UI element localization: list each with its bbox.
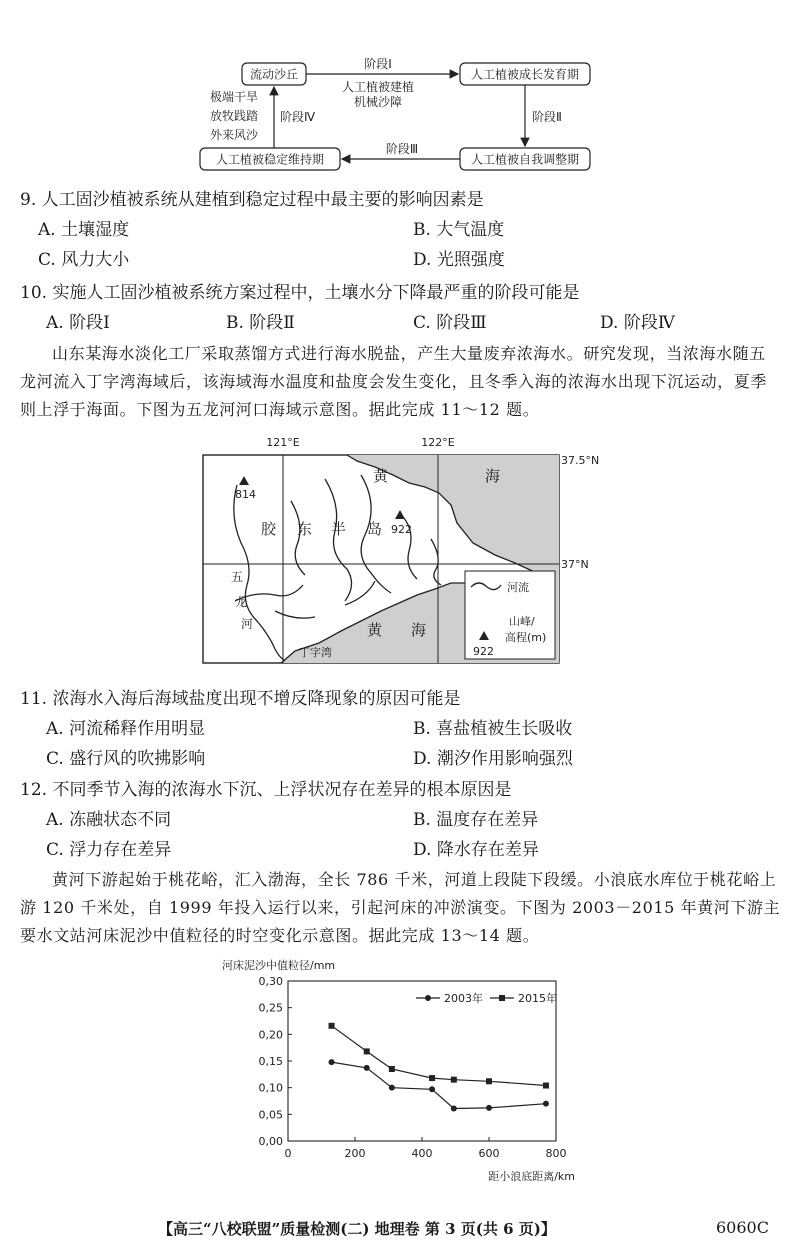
river-char3: 河 — [241, 617, 254, 631]
q12-option-a[interactable]: A. 冻融状态不同 — [46, 810, 172, 830]
q10-option-b[interactable]: B. 阶段Ⅱ — [226, 313, 295, 333]
sediment-grain-chart — [200, 955, 600, 1185]
peninsula-char4: 岛 — [367, 520, 383, 538]
x-tick-label: 600 — [478, 1147, 500, 1160]
q12-option-c[interactable]: C. 浮力存在差异 — [46, 840, 172, 860]
x-tick-label: 400 — [411, 1147, 433, 1160]
data-point-2015年 — [429, 1075, 435, 1081]
y-tick-label: 0,10 — [258, 1081, 283, 1095]
q11-option-b[interactable]: B. 喜盐植被生长吸收 — [413, 719, 573, 739]
peak-922-label: 922 — [391, 523, 412, 536]
legend-peak-label2: 高程(m) — [505, 631, 547, 644]
legend-river-label: 河流 — [507, 581, 529, 594]
sea-south-char2: 海 — [411, 621, 427, 639]
q12-stem: 12. 不同季节入海的浓海水下沉、上浮状况存在差异的根本原因是 — [20, 780, 512, 800]
wulong-river-map — [195, 435, 615, 667]
legend-label-2015年: 2015年 — [518, 992, 557, 1005]
q11-option-c[interactable]: C. 盛行风的吹拂影响 — [46, 749, 206, 769]
y-tick-label: 0,25 — [258, 1001, 283, 1015]
box-tr-text: 人工植被成长发育期 — [470, 67, 580, 82]
y-tick-label: 0,30 — [258, 975, 283, 988]
q9-option-c[interactable]: C. 风力大小 — [38, 250, 130, 270]
series-line-2003年 — [332, 1062, 546, 1108]
q9-option-d[interactable]: D. 光照强度 — [413, 250, 505, 270]
data-point-2003年 — [389, 1085, 395, 1091]
chart-ylabel: 河床泥沙中值粒径/mm — [222, 959, 336, 972]
cause1: 极端干旱 — [209, 90, 259, 104]
data-point-2015年 — [364, 1048, 370, 1054]
q9-option-a[interactable]: A. 土壤湿度 — [38, 220, 130, 240]
peninsula-char2: 东 — [297, 520, 313, 538]
stage3-label: 阶段Ⅲ — [385, 142, 419, 156]
q10-stem: 10. 实施人工固沙植被系统方案过程中，土壤水分下降最严重的阶段可能是 — [20, 283, 580, 303]
stage1-note2: 机械沙障 — [353, 95, 403, 109]
chart-plot-frame — [288, 981, 556, 1141]
box-br-text: 人工植被自我调整期 — [470, 152, 580, 167]
lat-37: 37°N — [561, 558, 589, 571]
data-point-2003年 — [329, 1059, 335, 1065]
footer-title: 【高三“八校联盟”质量检测(二) 地理卷 第 3 页(共 6 页)】 — [158, 1220, 556, 1238]
data-point-2003年 — [543, 1101, 549, 1107]
q10-option-a[interactable]: A. 阶段Ⅰ — [46, 313, 110, 333]
passage-1: 山东某海水淡化工厂采取蒸馏方式进行海水脱盐，产生大量废弃浓海水。研究发现，当浓海水随五龙河流入丁字湾海域后，该海域海水温度和盐度会发生变化，且冬季入海的浓海水出现下沉运动，夏季则上浮于海面。下图为五龙河河口海域示意图。据此完成 11～12 题。 — [20, 344, 768, 419]
stage-flow-diagram — [190, 55, 630, 177]
box-bl-text: 人工植被稳定维持期 — [215, 152, 325, 167]
q10-option-d[interactable]: D. 阶段Ⅳ — [600, 313, 675, 333]
bay-label: 丁字湾 — [299, 646, 332, 659]
footer-code: 6060C — [716, 1218, 769, 1237]
y-tick-label: 0,15 — [258, 1055, 283, 1068]
data-point-2015年 — [329, 1023, 335, 1029]
x-tick-label: 0 — [284, 1147, 292, 1160]
data-point-2015年 — [389, 1066, 395, 1072]
sea-north-char2: 海 — [485, 467, 501, 485]
sea-south-char1: 黄 — [367, 621, 383, 639]
passage-2: 黄河下游起始于桃花峪，汇入渤海，全长 786 千米，河道上段陡下段缓。小浪底水库位于桃花峪上游 120 千米处，自 1999 年投入运行以来，引起河床的冲淤演变。下图为 2003－2015 年黄河下游主要水文站河床泥沙中值粒径的时空变化示意图。据此完成 13～14 题。 — [20, 870, 781, 945]
q11-option-a[interactable]: A. 河流稀释作用明显 — [46, 719, 206, 739]
sea-north-char1: 黄 — [373, 467, 389, 485]
stage4-label: 阶段Ⅳ — [280, 110, 316, 124]
data-point-2015年 — [451, 1077, 457, 1083]
legend-marker-2015年 — [499, 995, 505, 1001]
legend-label-2003年: 2003年 — [444, 992, 483, 1005]
q11-stem: 11. 浓海水入海后海域盐度出现不增反降现象的原因可能是 — [20, 689, 461, 709]
lat-375: 37.5°N — [561, 454, 600, 467]
legend-peak-value: 922 — [473, 645, 494, 658]
cause3: 外来风沙 — [209, 128, 259, 142]
data-point-2003年 — [364, 1065, 370, 1071]
data-point-2015年 — [486, 1078, 492, 1084]
series-line-2015年 — [332, 1026, 546, 1086]
legend-marker-2003年 — [425, 995, 431, 1001]
q10-option-c[interactable]: C. 阶段Ⅲ — [413, 313, 487, 333]
q12-option-d[interactable]: D. 降水存在差异 — [413, 840, 539, 860]
lon-122: 122°E — [421, 436, 455, 449]
data-point-2003年 — [451, 1105, 457, 1111]
cause2: 放牧践踏 — [209, 109, 259, 123]
legend-peak-label1: 山峰/ — [509, 615, 535, 628]
x-tick-label: 800 — [545, 1147, 567, 1160]
y-tick-label: 0,00 — [258, 1135, 283, 1148]
data-point-2003年 — [429, 1086, 435, 1092]
box-tl-text: 流动沙丘 — [249, 67, 299, 82]
stage2-label: 阶段Ⅱ — [532, 110, 562, 124]
y-tick-label: 0,20 — [258, 1028, 283, 1042]
river-char2: 龙 — [235, 595, 248, 609]
chart-xlabel: 距小浪底距离/km — [488, 1170, 575, 1183]
x-tick-label: 200 — [344, 1147, 366, 1160]
q12-option-b[interactable]: B. 温度存在差异 — [413, 810, 539, 830]
peninsula-char1: 胶 — [261, 520, 277, 538]
peninsula-char3: 半 — [331, 520, 347, 538]
lon-121: 121°E — [266, 436, 300, 449]
data-point-2015年 — [543, 1083, 549, 1089]
stage1-label: 阶段Ⅰ — [364, 57, 392, 71]
y-tick-label: 0,05 — [258, 1108, 283, 1122]
river-char1: 五 — [231, 570, 244, 584]
stage1-note1: 人工植被建植 — [341, 80, 415, 94]
q9-stem: 9. 人工固沙植被系统从建植到稳定过程中最主要的影响因素是 — [20, 190, 484, 210]
peak-814-label: 814 — [235, 488, 256, 501]
q9-option-b[interactable]: B. 大气温度 — [413, 220, 505, 240]
data-point-2003年 — [486, 1105, 492, 1111]
q11-option-d[interactable]: D. 潮汐作用影响强烈 — [413, 749, 573, 769]
